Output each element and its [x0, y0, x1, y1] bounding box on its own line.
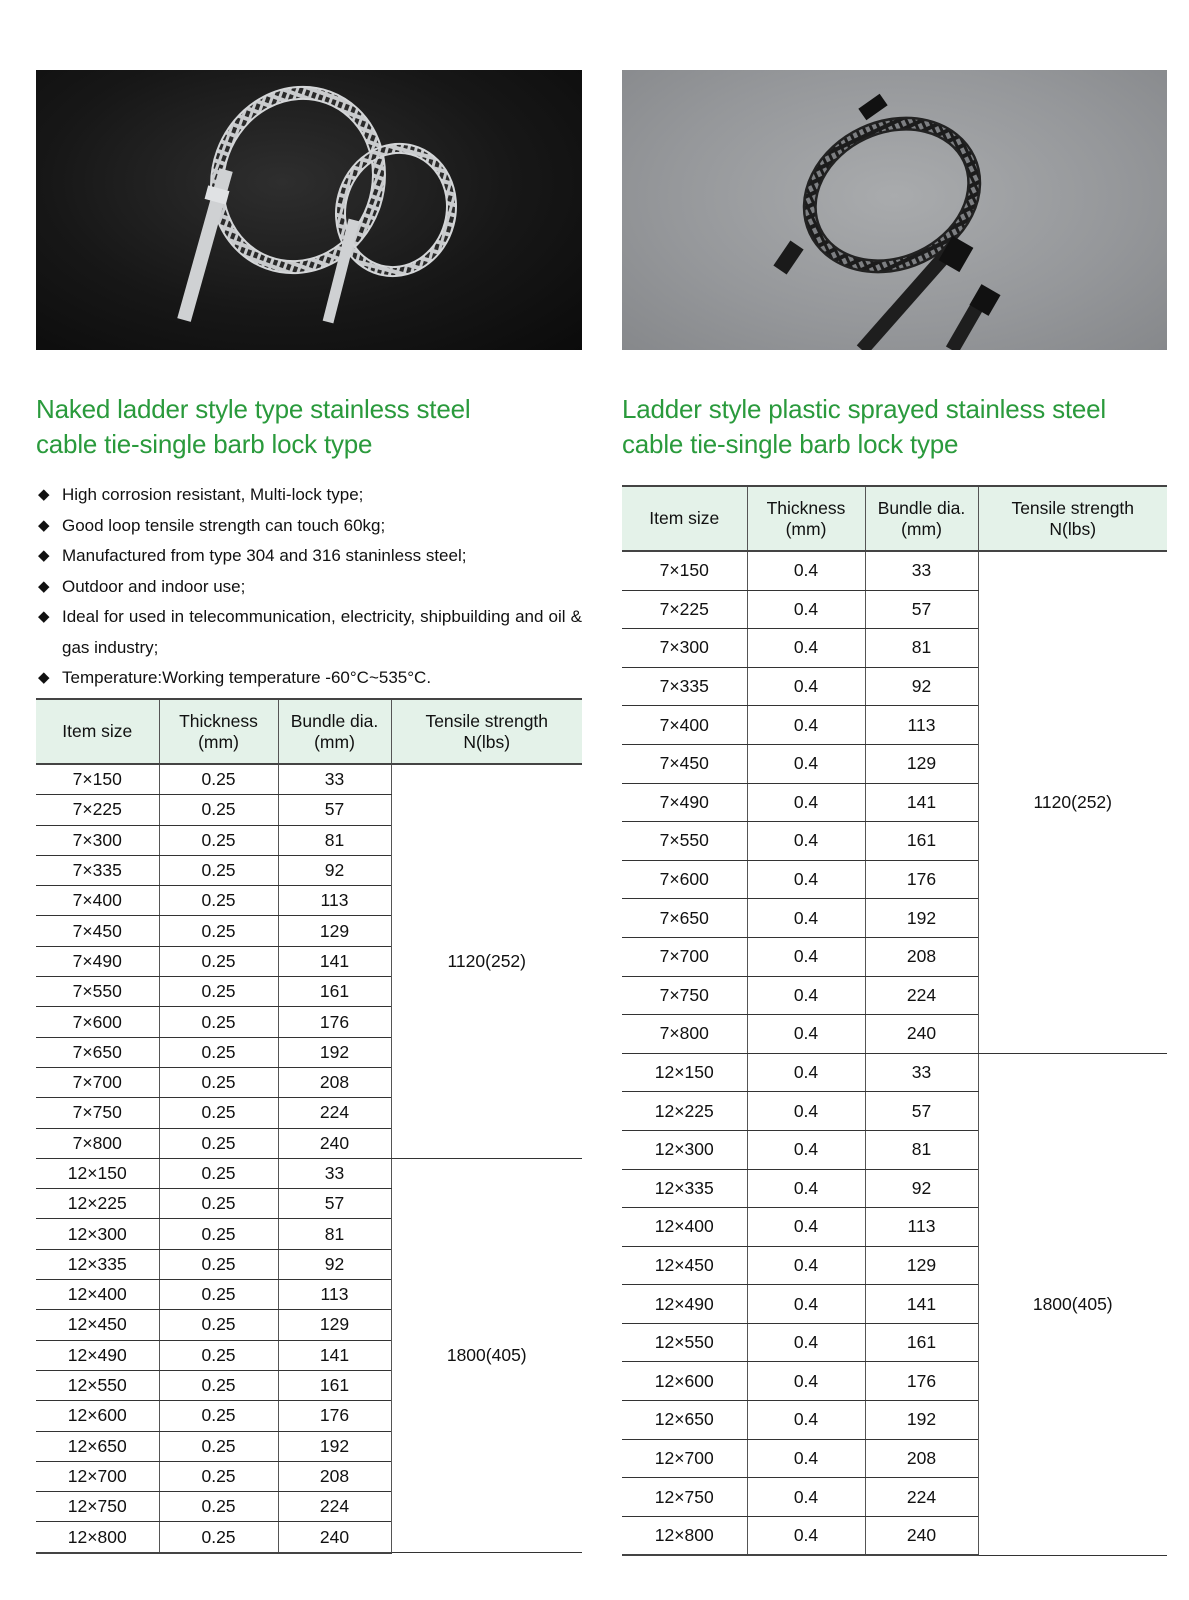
item-size-cell: 12×600 [36, 1401, 159, 1431]
bundle-dia-cell: 224 [865, 976, 978, 1015]
sprayed-cable-tie-photo [622, 70, 1167, 350]
bundle-dia-cell: 208 [278, 1461, 391, 1491]
bundle-dia-cell: 192 [865, 1401, 978, 1440]
bundle-dia-cell: 224 [865, 1478, 978, 1517]
bundle-dia-cell: 81 [865, 629, 978, 668]
feature-text: Manufactured from type 304 and 316 staninless steel; [62, 546, 467, 565]
bundle-dia-cell: 92 [865, 1169, 978, 1208]
item-size-cell: 12×300 [622, 1130, 747, 1169]
thickness-cell: 0.4 [747, 899, 865, 938]
thickness-cell: 0.25 [159, 1007, 278, 1037]
item-size-cell: 7×600 [36, 1007, 159, 1037]
thickness-cell: 0.4 [747, 822, 865, 861]
bundle-dia-cell: 92 [865, 667, 978, 706]
header-tensile-strength: Tensile strength N(lbs) [391, 699, 582, 764]
thickness-cell: 0.4 [747, 744, 865, 783]
item-size-cell: 7×335 [36, 855, 159, 885]
bundle-dia-cell: 129 [278, 916, 391, 946]
bundle-dia-cell: 92 [278, 855, 391, 885]
left-title-line1: Naked ladder style type stainless steel [36, 394, 471, 424]
bundle-dia-cell: 161 [278, 977, 391, 1007]
item-size-cell: 7×750 [36, 1098, 159, 1128]
item-size-cell: 12×550 [36, 1370, 159, 1400]
item-size-cell: 7×300 [622, 629, 747, 668]
item-size-cell: 7×550 [36, 977, 159, 1007]
black-ladder-cable-tie-illustration [622, 70, 1167, 350]
thickness-cell: 0.25 [159, 977, 278, 1007]
bundle-dia-cell: 129 [865, 1246, 978, 1285]
bundle-dia-cell: 81 [278, 825, 391, 855]
thickness-cell: 0.25 [159, 916, 278, 946]
thickness-cell: 0.4 [747, 1285, 865, 1324]
item-size-cell: 12×450 [36, 1310, 159, 1340]
thickness-cell: 0.25 [159, 1249, 278, 1279]
thickness-cell: 0.25 [159, 886, 278, 916]
item-size-cell: 12×490 [36, 1340, 159, 1370]
thickness-cell: 0.25 [159, 825, 278, 855]
bundle-dia-cell: 176 [865, 860, 978, 899]
item-size-cell: 12×550 [622, 1323, 747, 1362]
bundle-dia-cell: 141 [278, 1340, 391, 1370]
item-size-cell: 7×400 [622, 706, 747, 745]
bundle-dia-cell: 141 [865, 783, 978, 822]
thickness-cell: 0.25 [159, 1067, 278, 1097]
bundle-dia-cell: 240 [865, 1015, 978, 1054]
bundle-dia-cell: 176 [865, 1362, 978, 1401]
bundle-dia-cell: 192 [278, 1037, 391, 1067]
thickness-cell: 0.25 [159, 1098, 278, 1128]
item-size-cell: 12×335 [36, 1249, 159, 1279]
thickness-cell: 0.25 [159, 1128, 278, 1158]
table-header-row [622, 486, 1167, 551]
right-product-title [622, 392, 1167, 462]
header-thickness: Thickness (mm) [747, 486, 865, 551]
item-size-cell: 7×400 [36, 886, 159, 916]
table-row [36, 1158, 582, 1188]
header-tensile-strength: Tensile strength N(lbs) [978, 486, 1167, 551]
item-size-cell: 12×800 [622, 1516, 747, 1555]
table-row [622, 1053, 1167, 1092]
item-size-cell: 12×750 [36, 1492, 159, 1522]
bundle-dia-cell: 224 [278, 1098, 391, 1128]
thickness-cell: 0.25 [159, 1401, 278, 1431]
right-title-line2: cable tie-single barb lock type [622, 429, 959, 459]
thickness-cell: 0.4 [747, 1362, 865, 1401]
diamond-bullet-icon: ◆ [38, 669, 50, 686]
tensile-strength-cell: 1120(252) [978, 551, 1167, 1053]
bundle-dia-cell: 176 [278, 1401, 391, 1431]
feature-item [36, 663, 582, 694]
table-row [622, 551, 1167, 590]
bundle-dia-cell: 192 [865, 899, 978, 938]
item-size-cell: 7×490 [36, 946, 159, 976]
thickness-cell: 0.4 [747, 1439, 865, 1478]
item-size-cell: 12×800 [36, 1522, 159, 1553]
header-item-size: Item size [622, 486, 747, 551]
item-size-cell: 7×750 [622, 976, 747, 1015]
item-size-cell: 12×450 [622, 1246, 747, 1285]
bundle-dia-cell: 176 [278, 1007, 391, 1037]
feature-item [36, 511, 582, 542]
thickness-cell: 0.25 [159, 1037, 278, 1067]
thickness-cell: 0.25 [159, 1492, 278, 1522]
thickness-cell: 0.25 [159, 1522, 278, 1553]
bundle-dia-cell: 33 [865, 1053, 978, 1092]
bundle-dia-cell: 81 [865, 1130, 978, 1169]
thickness-cell: 0.4 [747, 1092, 865, 1131]
item-size-cell: 12×400 [36, 1280, 159, 1310]
thickness-cell: 0.4 [747, 1401, 865, 1440]
table-header-row [36, 699, 582, 764]
item-size-cell: 12×600 [622, 1362, 747, 1401]
bundle-dia-cell: 192 [278, 1431, 391, 1461]
thickness-cell: 0.4 [747, 783, 865, 822]
thickness-cell: 0.4 [747, 590, 865, 629]
thickness-cell: 0.25 [159, 795, 278, 825]
feature-text: Ideal for used in telecommunication, electricity, shipbuilding and oil & gas industry; [62, 607, 582, 657]
thickness-cell: 0.25 [159, 1461, 278, 1491]
feature-item [36, 602, 582, 663]
bundle-dia-cell: 129 [865, 744, 978, 783]
tensile-strength-cell: 1800(405) [978, 1053, 1167, 1555]
item-size-cell: 7×600 [622, 860, 747, 899]
item-size-cell: 12×300 [36, 1219, 159, 1249]
bundle-dia-cell: 92 [278, 1249, 391, 1279]
bundle-dia-cell: 161 [278, 1370, 391, 1400]
thickness-cell: 0.4 [747, 667, 865, 706]
thickness-cell: 0.25 [159, 1158, 278, 1188]
thickness-cell: 0.25 [159, 1370, 278, 1400]
bundle-dia-cell: 81 [278, 1219, 391, 1249]
thickness-cell: 0.4 [747, 860, 865, 899]
item-size-cell: 12×700 [622, 1439, 747, 1478]
thickness-cell: 0.4 [747, 1130, 865, 1169]
bundle-dia-cell: 113 [865, 706, 978, 745]
item-size-cell: 12×490 [622, 1285, 747, 1324]
item-size-cell: 7×800 [36, 1128, 159, 1158]
thickness-cell: 0.25 [159, 1310, 278, 1340]
bundle-dia-cell: 57 [278, 795, 391, 825]
thickness-cell: 0.25 [159, 855, 278, 885]
item-size-cell: 7×300 [36, 825, 159, 855]
left-spec-table [36, 698, 582, 1554]
item-size-cell: 12×650 [36, 1431, 159, 1461]
bundle-dia-cell: 33 [278, 1158, 391, 1188]
bundle-dia-cell: 113 [278, 1280, 391, 1310]
tensile-strength-cell: 1800(405) [391, 1158, 582, 1552]
header-thickness: Thickness (mm) [159, 699, 278, 764]
item-size-cell: 7×150 [36, 764, 159, 795]
header-bundle-dia: Bundle dia. (mm) [278, 699, 391, 764]
item-size-cell: 7×225 [622, 590, 747, 629]
header-bundle-dia: Bundle dia. (mm) [865, 486, 978, 551]
thickness-cell: 0.4 [747, 1323, 865, 1362]
thickness-cell: 0.25 [159, 764, 278, 795]
item-size-cell: 12×150 [36, 1158, 159, 1188]
thickness-cell: 0.4 [747, 1015, 865, 1054]
feature-text: High corrosion resistant, Multi-lock type; [62, 485, 364, 504]
diamond-bullet-icon: ◆ [38, 608, 50, 625]
bundle-dia-cell: 33 [865, 551, 978, 590]
bundle-dia-cell: 57 [865, 590, 978, 629]
item-size-cell: 7×650 [622, 899, 747, 938]
thickness-cell: 0.4 [747, 976, 865, 1015]
thickness-cell: 0.4 [747, 706, 865, 745]
item-size-cell: 7×550 [622, 822, 747, 861]
bundle-dia-cell: 240 [278, 1128, 391, 1158]
bundle-dia-cell: 141 [278, 946, 391, 976]
thickness-cell: 0.25 [159, 1431, 278, 1461]
feature-text: Outdoor and indoor use; [62, 576, 246, 596]
item-size-cell: 7×150 [622, 551, 747, 590]
diamond-bullet-icon: ◆ [38, 516, 50, 534]
bundle-dia-cell: 113 [278, 886, 391, 916]
bundle-dia-cell: 33 [278, 764, 391, 795]
thickness-cell: 0.25 [159, 1280, 278, 1310]
bundle-dia-cell: 240 [865, 1516, 978, 1555]
item-size-cell: 12×700 [36, 1461, 159, 1491]
bundle-dia-cell: 129 [278, 1310, 391, 1340]
bundle-dia-cell: 57 [278, 1189, 391, 1219]
bundle-dia-cell: 57 [865, 1092, 978, 1131]
thickness-cell: 0.4 [747, 629, 865, 668]
bundle-dia-cell: 208 [865, 937, 978, 976]
bundle-dia-cell: 161 [865, 1323, 978, 1362]
thickness-cell: 0.4 [747, 937, 865, 976]
left-title-line2: cable tie-single barb lock type [36, 429, 373, 459]
item-size-cell: 7×335 [622, 667, 747, 706]
item-size-cell: 7×225 [36, 795, 159, 825]
item-size-cell: 7×650 [36, 1037, 159, 1067]
tensile-strength-cell: 1120(252) [391, 764, 582, 1158]
thickness-cell: 0.25 [159, 946, 278, 976]
item-size-cell: 12×225 [622, 1092, 747, 1131]
bundle-dia-cell: 208 [865, 1439, 978, 1478]
item-size-cell: 7×700 [622, 937, 747, 976]
diamond-bullet-icon: ◆ [38, 577, 50, 595]
thickness-cell: 0.4 [747, 551, 865, 590]
feature-text: Good loop tensile strength can touch 60kg; [62, 515, 386, 535]
diamond-bullet-icon: ◆ [38, 486, 50, 503]
item-size-cell: 12×150 [622, 1053, 747, 1092]
item-size-cell: 12×225 [36, 1189, 159, 1219]
feature-list [36, 480, 582, 694]
thickness-cell: 0.4 [747, 1246, 865, 1285]
left-product-title [36, 392, 582, 462]
item-size-cell: 7×490 [622, 783, 747, 822]
bundle-dia-cell: 141 [865, 1285, 978, 1324]
right-spec-table [622, 485, 1167, 1556]
right-title-line1: Ladder style plastic sprayed stainless steel [622, 394, 1107, 424]
feature-item [36, 480, 582, 511]
naked-cable-tie-photo [36, 70, 582, 350]
thickness-cell: 0.25 [159, 1340, 278, 1370]
item-size-cell: 12×335 [622, 1169, 747, 1208]
diamond-bullet-icon: ◆ [38, 547, 50, 564]
bundle-dia-cell: 161 [865, 822, 978, 861]
item-size-cell: 7×800 [622, 1015, 747, 1054]
item-size-cell: 7×450 [36, 916, 159, 946]
item-size-cell: 7×450 [622, 744, 747, 783]
item-size-cell: 12×750 [622, 1478, 747, 1517]
thickness-cell: 0.4 [747, 1516, 865, 1555]
feature-item [36, 541, 582, 572]
silver-ladder-cable-tie-illustration [36, 70, 582, 350]
bundle-dia-cell: 208 [278, 1067, 391, 1097]
item-size-cell: 12×650 [622, 1401, 747, 1440]
header-item-size: Item size [36, 699, 159, 764]
item-size-cell: 12×400 [622, 1208, 747, 1247]
thickness-cell: 0.4 [747, 1053, 865, 1092]
thickness-cell: 0.25 [159, 1219, 278, 1249]
bundle-dia-cell: 224 [278, 1492, 391, 1522]
bundle-dia-cell: 113 [865, 1208, 978, 1247]
bundle-dia-cell: 240 [278, 1522, 391, 1553]
feature-text: Temperature:Working temperature -60°C~535°C. [62, 668, 432, 687]
thickness-cell: 0.4 [747, 1169, 865, 1208]
thickness-cell: 0.4 [747, 1478, 865, 1517]
table-row [36, 764, 582, 795]
feature-item [36, 572, 582, 603]
item-size-cell: 7×700 [36, 1067, 159, 1097]
thickness-cell: 0.4 [747, 1208, 865, 1247]
thickness-cell: 0.25 [159, 1189, 278, 1219]
